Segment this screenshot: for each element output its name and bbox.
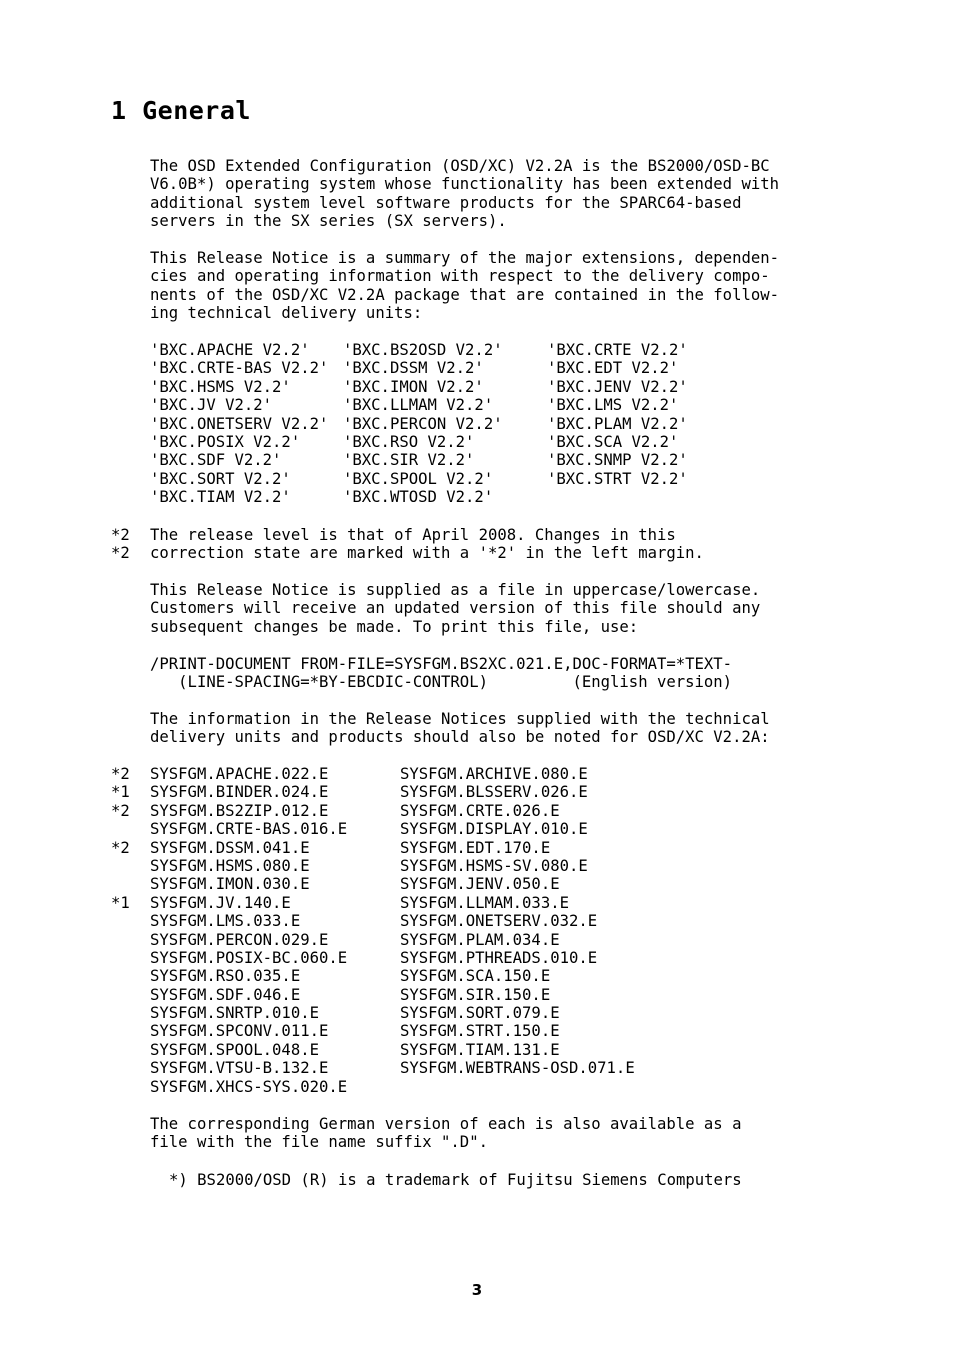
file-name: SYSFGM.SCA.150.E — [400, 967, 551, 986]
file-name: SYSFGM.SORT.079.E — [400, 1004, 560, 1023]
delivery-unit: 'BXC.JENV V2.2' — [547, 377, 688, 396]
file-name: SYSFGM.SNRTP.010.E — [150, 1004, 319, 1023]
release-level-text: correction state are marked with a '*2' in the left margin. — [150, 544, 704, 563]
intro-paragraph: The OSD Extended Configuration (OSD/XC) V2.2A is the BS2000/OSD-BC V6.0B*) operating system whose functionality has been extended with additional system level software products for the SPARC64-based servers in the SX series (SX servers). — [150, 157, 780, 231]
file-name: SYSFGM.LLMAM.033.E — [400, 893, 569, 912]
delivery-unit: 'BXC.CRTE V2.2' — [547, 341, 688, 359]
change-marker: *2 — [111, 801, 130, 820]
change-marker: *2 — [111, 526, 130, 544]
delivery-unit: 'BXC.SCA V2.2' — [547, 432, 679, 451]
file-name: SYSFGM.HSMS.080.E — [150, 856, 310, 875]
file-name: SYSFGM.DSSM.041.E — [150, 838, 310, 857]
delivery-unit: 'BXC.SNMP V2.2' — [547, 451, 688, 470]
change-marker: *2 — [111, 544, 130, 563]
file-name: SYSFGM.CRTE-BAS.016.E — [150, 820, 348, 839]
file-name: SYSFGM.SPCONV.011.E — [150, 1022, 329, 1041]
trademark-footnote: *) BS2000/OSD (R) is a trademark of Fujitsu Siemens Computers — [169, 1171, 742, 1189]
file-name: SYSFGM.XHCS-SYS.020.E — [150, 1077, 348, 1096]
delivery-unit: 'BXC.PLAM V2.2' — [547, 414, 688, 433]
delivery-unit: 'BXC.LLMAM V2.2' — [343, 396, 494, 415]
change-marker: *2 — [111, 838, 130, 857]
file-name: SYSFGM.PERCON.029.E — [150, 930, 329, 949]
delivery-unit: 'BXC.APACHE V2.2' — [150, 341, 310, 359]
delivery-unit: 'BXC.SIR V2.2' — [343, 451, 475, 470]
file-name: SYSFGM.JV.140.E — [150, 893, 291, 912]
print-command: /PRINT-DOCUMENT FROM-FILE=SYSFGM.BS2XC.021.E,DOC-FORMAT=*TEXT- (LINE-SPACING=*BY-EBCDIC-CONTROL) (English version) — [150, 655, 733, 692]
delivery-unit: 'BXC.LMS V2.2' — [547, 396, 679, 415]
file-name: SYSFGM.APACHE.022.E — [150, 765, 329, 783]
file-name: SYSFGM.EDT.170.E — [400, 838, 551, 857]
delivery-unit: 'BXC.IMON V2.2' — [343, 377, 484, 396]
file-name: SYSFGM.SIR.150.E — [400, 985, 551, 1004]
delivery-unit: 'BXC.SORT V2.2' — [150, 469, 291, 488]
supplied-paragraph: This Release Notice is supplied as a file in uppercase/lowercase. Customers will receive an updated version of this file should any subsequent changes be made. To print this file, use: — [150, 581, 761, 636]
information-paragraph: The information in the Release Notices supplied with the technical delivery units and products should also be noted for OSD/XC V2.2A: — [150, 710, 770, 747]
delivery-unit: 'BXC.TIAM V2.2' — [150, 488, 291, 507]
delivery-unit: 'BXC.JV V2.2' — [150, 396, 273, 415]
delivery-unit: 'BXC.DSSM V2.2' — [343, 359, 484, 378]
file-name: SYSFGM.STRT.150.E — [400, 1022, 560, 1041]
file-name: SYSFGM.SDF.046.E — [150, 985, 301, 1004]
file-name: SYSFGM.IMON.030.E — [150, 875, 310, 894]
change-marker: *2 — [111, 765, 130, 783]
file-name: SYSFGM.RSO.035.E — [150, 967, 301, 986]
delivery-unit: 'BXC.HSMS V2.2' — [150, 377, 291, 396]
file-name: SYSFGM.POSIX-BC.060.E — [150, 948, 348, 967]
delivery-unit: 'BXC.WTOSD V2.2' — [343, 488, 494, 507]
change-marker: *1 — [111, 783, 130, 802]
file-name: SYSFGM.PLAM.034.E — [400, 930, 560, 949]
page-number: 3 — [471, 1281, 483, 1299]
file-name: SYSFGM.SPOOL.048.E — [150, 1040, 319, 1059]
file-name: SYSFGM.HSMS-SV.080.E — [400, 856, 588, 875]
german-version-paragraph: The corresponding German version of each is also available as a file with the file name suffix ".D". — [150, 1115, 742, 1152]
file-name: SYSFGM.JENV.050.E — [400, 875, 560, 894]
file-name: SYSFGM.BINDER.024.E — [150, 783, 329, 802]
file-name: SYSFGM.TIAM.131.E — [400, 1040, 560, 1059]
change-marker: *1 — [111, 893, 130, 912]
file-name: SYSFGM.DISPLAY.010.E — [400, 820, 588, 839]
file-name: SYSFGM.ARCHIVE.080.E — [400, 765, 588, 783]
file-name: SYSFGM.BS2ZIP.012.E — [150, 801, 329, 820]
delivery-unit: 'BXC.BS2OSD V2.2' — [343, 341, 503, 359]
file-name: SYSFGM.WEBTRANS-OSD.071.E — [400, 1059, 635, 1078]
delivery-unit: 'BXC.SDF V2.2' — [150, 451, 282, 470]
file-name: SYSFGM.CRTE.026.E — [400, 801, 560, 820]
delivery-unit: 'BXC.STRT V2.2' — [547, 469, 688, 488]
file-name: SYSFGM.PTHREADS.010.E — [400, 948, 598, 967]
delivery-unit: 'BXC.SPOOL V2.2' — [343, 469, 494, 488]
file-name: SYSFGM.VTSU-B.132.E — [150, 1059, 329, 1078]
section-heading: 1 General — [111, 96, 251, 125]
delivery-unit: 'BXC.PERCON V2.2' — [343, 414, 503, 433]
summary-paragraph: This Release Notice is a summary of the major extensions, dependen- cies and operating information with respect to the delivery compo- nents of the OSD/XC V2.2A package that are contained in the follow- ing technical delivery units: — [150, 249, 780, 323]
release-level-text: The release level is that of April 2008. Changes in this — [150, 526, 676, 544]
file-name: SYSFGM.ONETSERV.032.E — [400, 912, 598, 931]
file-name: SYSFGM.BLSSERV.026.E — [400, 783, 588, 802]
delivery-unit: 'BXC.ONETSERV V2.2' — [150, 414, 329, 433]
file-name: SYSFGM.LMS.033.E — [150, 912, 301, 931]
delivery-unit: 'BXC.POSIX V2.2' — [150, 432, 301, 451]
delivery-unit: 'BXC.CRTE-BAS V2.2' — [150, 359, 329, 378]
delivery-unit: 'BXC.EDT V2.2' — [547, 359, 679, 378]
delivery-unit: 'BXC.RSO V2.2' — [343, 432, 475, 451]
